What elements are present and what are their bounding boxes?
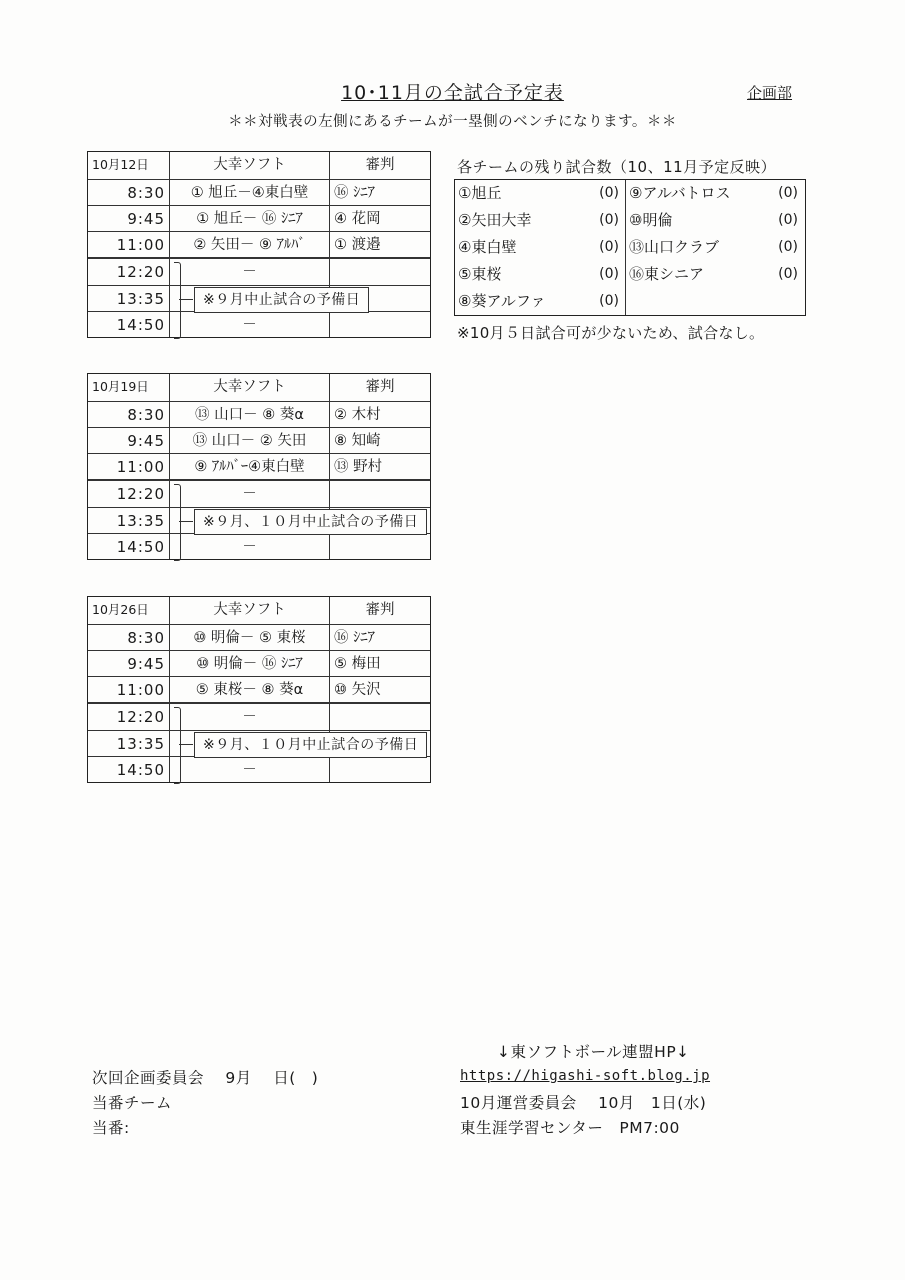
team-count: (0) [778,239,798,255]
spare-time: 13:35 [88,508,170,533]
spare-dash: － [170,704,330,730]
team-item [455,234,625,261]
umpire-header: 審判 [365,157,395,173]
remaining-games-table [454,179,806,316]
schedule-header-row [88,374,430,401]
team-name: ⑬山口クラブ [629,238,720,256]
spare-dash: － [170,481,330,507]
game-time: 11:00 [88,677,170,702]
game-time: 11:00 [88,232,170,257]
team-name: ⑤東桜 [458,265,502,283]
team-name: ④東白壁 [458,238,517,256]
spare-row [88,533,430,559]
game-row [88,427,430,453]
team-name: ⑨アルバトロス [629,184,731,202]
game-match: ⑩ 明倫－ ⑯ ｼﾆｱ [170,651,330,676]
game-time: 9:45 [88,428,170,453]
spare-dash: － [170,757,330,782]
schedule-venue: 大幸ソフト [170,374,330,401]
schedule-venue: 大幸ソフト [170,152,330,179]
spare-dash: － [170,312,330,337]
spare-time: 13:35 [88,731,170,756]
team-item [626,234,804,261]
game-row [88,676,430,702]
duty: 当番: [92,1119,130,1137]
team-count: (0) [599,293,619,309]
game-umpire: ⑬ 野村 [334,459,383,475]
meeting-venue: 東生涯学習センター PM7:00 [460,1119,680,1137]
spare-dash: － [170,259,330,285]
team-count: (0) [599,185,619,201]
team-count: (0) [778,212,798,228]
game-umpire: ⑩ 矢沢 [334,682,381,698]
team-item [455,207,625,234]
game-umpire: ④ 花岡 [334,211,381,227]
spare-note: ※９月、１０月中止試合の予備日 [194,509,427,535]
spare-block [88,479,430,559]
team-count: (0) [778,266,798,282]
team-name: ⑩明倫 [629,211,673,229]
game-match: ① 旭丘－④東白壁 [170,180,330,205]
schedule-header-row [88,152,430,179]
schedule-venue: 大幸ソフト [170,597,330,624]
schedule-header-row [88,597,430,624]
schedule-date: 10月19日 [88,374,170,401]
game-umpire: ① 渡邉 [334,237,381,253]
schedule-table-oct19 [87,373,431,560]
game-time: 8:30 [88,625,170,650]
schedule-date: 10月12日 [88,152,170,179]
spare-dash: － [170,534,330,559]
spare-bracket [174,262,181,339]
spare-bracket-tick [179,744,193,745]
team-item [626,180,804,207]
umpire-header: 審判 [365,602,395,618]
spare-note: ※９月中止試合の予備日 [194,287,369,313]
remaining-games-right-column [626,180,804,288]
spare-row [88,259,430,285]
spare-row [88,311,430,337]
spare-bracket-tick [179,299,193,300]
game-match: ⑤ 東桜－ ⑧ 葵α [170,677,330,702]
spare-time: 12:20 [88,704,170,730]
game-time: 9:45 [88,206,170,231]
team-count: (0) [599,266,619,282]
spare-note: ※９月、１０月中止試合の予備日 [194,732,427,758]
team-item [455,261,625,288]
remaining-games-left-column [455,180,626,315]
spare-time: 12:20 [88,481,170,507]
next-meeting: 次回企画委員会 9月 日( ) [92,1069,319,1087]
spare-bracket [174,484,181,561]
spare-row [88,704,430,730]
game-time: 8:30 [88,180,170,205]
team-item [626,261,804,288]
game-row [88,231,430,257]
game-umpire: ⑤ 梅田 [334,656,381,672]
remaining-games-title: 各チームの残り試合数（10、11月予定反映） [457,158,777,176]
team-name: ①旭丘 [458,184,502,202]
federation-url-link[interactable]: https://higashi-soft.blog.jp [460,1068,711,1084]
game-umpire: ② 木村 [334,407,381,423]
game-match: ⑬ 山口－ ② 矢田 [170,428,330,453]
spare-bracket-tick [179,521,193,522]
operating-meeting: 10月運営委員会 10月 1日(水) [460,1094,707,1112]
spare-bracket [174,707,181,784]
game-umpire: ⑧ 知崎 [334,433,381,449]
federation-hp-label: ↓東ソフトボール連盟HP↓ [497,1043,690,1061]
bench-notice: ＊＊対戦表の左側にあるチームが一塁側のベンチになります。＊＊ [228,114,677,130]
schedule-table-oct12 [87,151,431,338]
game-row [88,205,430,231]
schedule-date: 10月26日 [88,597,170,624]
spare-row [88,756,430,782]
team-count: (0) [599,212,619,228]
game-time: 8:30 [88,402,170,427]
game-match: ⑨ ｱﾙﾊﾞｰ④東白壁 [170,454,330,479]
page-title: 10･11月の全試合予定表 [341,82,564,104]
team-item [626,207,804,234]
spare-block [88,257,430,337]
game-time: 11:00 [88,454,170,479]
game-umpire: ⑯ ｼﾆｱ [334,630,375,646]
game-match: ⑬ 山口－ ⑧ 葵α [170,402,330,427]
team-item [455,180,625,207]
game-match: ⑩ 明倫－ ⑤ 東桜 [170,625,330,650]
game-match: ① 旭丘－ ⑯ ｼﾆｱ [170,206,330,231]
team-count: (0) [599,239,619,255]
spare-block [88,702,430,782]
spare-row [88,481,430,507]
game-time: 9:45 [88,651,170,676]
team-count: (0) [778,185,798,201]
spare-time: 14:50 [88,534,170,559]
game-row [88,453,430,479]
remaining-games-note: ※10月５日試合可が少ないため、試合なし。 [457,324,765,342]
game-umpire: ⑯ ｼﾆｱ [334,185,375,201]
team-name: ⑯東シニア [629,265,705,283]
department-label: 企画部 [747,84,793,102]
team-name: ⑧葵アルファ [458,292,546,310]
game-row [88,179,430,205]
spare-time: 14:50 [88,757,170,782]
umpire-header: 審判 [365,379,395,395]
game-match: ② 矢田－ ⑨ ｱﾙﾊﾞ [170,232,330,257]
duty-team: 当番チーム [92,1094,173,1112]
spare-time: 12:20 [88,259,170,285]
spare-time: 13:35 [88,286,170,311]
game-row [88,624,430,650]
game-row [88,650,430,676]
game-row [88,401,430,427]
team-name: ②矢田大幸 [458,211,532,229]
team-item [455,288,625,315]
spare-time: 14:50 [88,312,170,337]
schedule-table-oct26 [87,596,431,783]
